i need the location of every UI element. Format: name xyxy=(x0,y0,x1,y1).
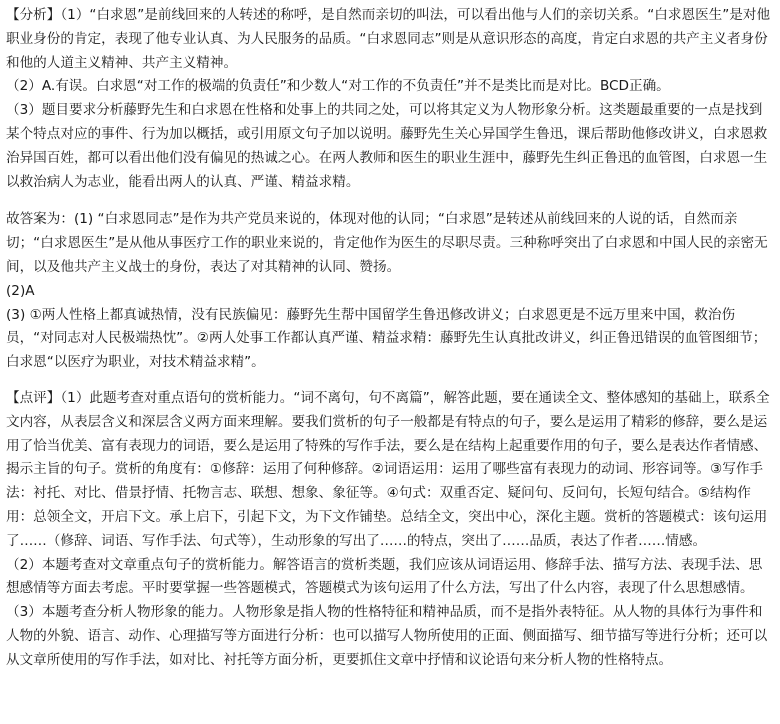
answer-paragraph-3: (3) ①两人性格上都真诚热情，没有民族偏见：藤野先生帮中国留学生鲁迅修改讲义；白求恩更是不远万里来中国，救治伤员，“对同志对人民极端热忱”。②两人处事工作都认真严谨、精益求精：藤野先生认真批改讲义，纠正鲁迅错误的血管图细节；白求恩“以医疗为职业，对技术精益求精”。 xyxy=(6,306,767,371)
analysis-section xyxy=(6,4,774,194)
comment-paragraph-3: （3）本题考查分析人物形象的能力。人物形象是指人物的性格特征和精神品质，而不是指外表特征。从人物的具体行为事件和人物的外貌、语言、动作、心理描写等方面进行分析：也可以描写人物所使用的正面、侧面描写、细节描写等进行分析；还可以从文章所使用的写作手法，如对比、衬托等方面分析，更要抓住文章中抒情和议论语句来分析人物的性格特点。 xyxy=(6,604,768,668)
comment-paragraph-1: 【点评】（1）此题考查对重点语句的赏析能力。“词不离句，句不离篇”，解答此题，要在通读全文、整体感知的基础上，联系全文内容，从表层含义和深层含义两方面来理解。要我们赏析的句子一般都是有特点的句子，要么是运用了精彩的修辞，要么是运用了恰当优美、富有表现力的词语，要么是运用了特殊的写作手法，要么是在结构上起重要作用的句子，要么是表达作者情感、揭示主旨的句子。赏析的角度有：①修辞：运用了何种修辞。②词语运用：运用了哪些富有表现力的动词、形容词等。③写作手法：衬托、对比、借景抒情、托物言志、联想、想象、象征等。④句式：双重否定、疑问句、反问句，长短句结合。⑤结构作用：总领全文，开启下文。承上启下，引起下文，为下文作铺垫。总结全文，突出中心，深化主题。赏析的答题模式：该句运用了……（修辞、词语、写作手法、句式等），生动形象的写出了……的特点，突出了……品质，表达了作者……情感。 xyxy=(6,389,770,549)
analysis-paragraph-2: （2）A.有误。白求恩“对工作的极端的负责任”和少数人“对工作的不负责任”并不是类比而是对比。BCD正确。 xyxy=(6,78,670,95)
section-spacer xyxy=(6,194,774,208)
answer-paragraph-1: 故答案为：(1) “白求恩同志”是作为共产党员来说的，体现对他的认同；“白求恩”是转述从前线回来的人说的话，自然而亲切；“白求恩医生”是从他从事医疗工作的职业来说的，肯定他作为医生的尽职尽责。三种称呼突出了白求恩和中国人民的亲密无间，以及他共产主义战士的身份，表达了对其精神的认同、赞扬。 xyxy=(6,211,768,275)
comment-paragraph-2: （2）本题考查对文章重点句子的赏析能力。解答语言的赏析类题，我们应该从词语运用、修辞手法、描写方法、表现手法、思想感情等方面去考虑。平时要掌握一些答题模式，答题模式为该句运用了什么方法，写出了什么内容，表现了什么思想感情。 xyxy=(6,556,763,597)
comment-section xyxy=(6,387,774,673)
analysis-paragraph-1: 【分析】（1）“白求恩”是前线回来的人转述的称呼，是自然而亲切的叫法，可以看出他与人们的亲切关系。“白求恩医生”是对他职业身份的肯定，表现了他专业认真、为人民服务的品质。“白求恩同志”则是从意识形态的高度，肯定白求恩的共产主义者身份和他的人道主义精神、共产主义精神。 xyxy=(6,7,771,71)
analysis-paragraph-3: （3）题目要求分析藤野先生和白求恩在性格和处事上的共同之处，可以将其定义为人物形象分析。这类题最重要的一点是找到某个特点对应的事件、行为加以概括，或引用原文句子加以说明。藤野先生关心异国学生鲁迅，课后帮助他修改讲义，白求恩救治异国百姓，都可以看出他们没有偏见的热诚之心。在两人教师和医生的职业生涯中，藤野先生纠正鲁迅的血管图，白求恩一生以救治病人为志业，能看出两人的认真、严谨、精益求精。 xyxy=(6,102,768,190)
section-spacer xyxy=(6,375,774,387)
answer-section xyxy=(6,208,774,375)
answer-paragraph-2: (2)A xyxy=(6,282,35,299)
